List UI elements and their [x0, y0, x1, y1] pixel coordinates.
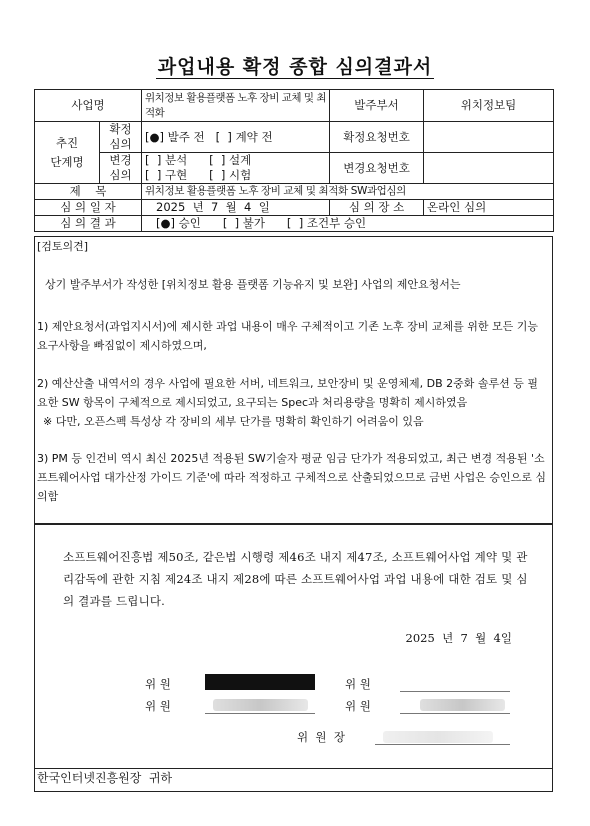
row-subject — [35, 184, 554, 200]
change-label: 변경 심의 — [100, 153, 142, 184]
stage-label-cell — [35, 122, 100, 184]
member-4-label: 위 원 — [345, 699, 371, 713]
declaration-box — [34, 523, 553, 769]
place-label: 심 의 장 소 — [330, 200, 424, 216]
opinion-p2-note: ※ 다만, 오픈스펙 특성상 각 장비의 세부 단가를 명확히 확인하기 어려움이 있음 — [43, 415, 424, 428]
change-options-cell — [142, 153, 330, 184]
result-options: [●] 승인 [ ] 불가 [ ] 조건부 승인 — [142, 216, 554, 232]
chair-signature-line — [375, 744, 510, 745]
declaration-text: 소프트웨어진흥법 제50조, 같은법 시행령 제46조 내지 제47조, 소프트웨어사업 계약 및 관리감독에 관한 지침 제24조 내지 제28에 따른 소프트웨어사업 과업 내용에 대한 검토 및 심의 결과를 드립니다. — [63, 550, 528, 608]
dept-label: 발주부서 — [330, 90, 424, 122]
stage-label-2: 단계명 — [50, 154, 84, 169]
member-1-signature-redacted — [205, 674, 315, 690]
chair-signature-blurred — [383, 731, 493, 743]
row-project — [35, 90, 554, 122]
dept-value: 위치정보팀 — [424, 90, 554, 122]
row-change — [35, 153, 554, 184]
member-4-signature-blurred — [420, 699, 505, 711]
recipient-text: 한국인터넷진흥원장 귀하 — [37, 771, 173, 785]
change-options-2: [ ] 구현 [ ] 시험 — [145, 168, 252, 182]
confirm-req-label: 확정요청번호 — [330, 122, 424, 153]
chair-label: 위 원 장 — [297, 730, 345, 744]
project-name: 위치정보 활용플랫폼 노후 장비 교체 및 최적화 — [142, 90, 330, 122]
opinion-intro: 상기 발주부서가 작성한 [위치정보 활용 플랫폼 기능유지 및 보완] 사업의 제안요청서는 — [45, 278, 461, 291]
change-req-value — [424, 153, 554, 184]
project-label: 사업명 — [35, 90, 142, 122]
member-2-signature-line — [400, 691, 510, 692]
change-req-label: 변경요청번호 — [330, 153, 424, 184]
subject-label: 제 목 — [35, 184, 142, 200]
subject-value: 위치정보 활용플랫폼 노후 장비 교체 및 최적화 SW과업심의 — [142, 184, 554, 200]
stage-label-1: 추진 — [55, 135, 79, 150]
opinion-label: [검토의견] — [37, 240, 89, 253]
confirm-label: 확정 심의 — [100, 122, 142, 153]
opinion-p2: 2) 예산산출 내역서의 경우 사업에 필요한 서버, 네트워크, 보안장비 및 운영체제, DB 2중화 솔루션 등 필요한 SW 항목이 구체적으로 제시되었고, 요구되는 Spec과 처리용량을 명확히 제시하였음 — [37, 377, 539, 409]
confirm-req-value — [424, 122, 554, 153]
document-title — [0, 52, 590, 79]
row-result — [35, 216, 554, 232]
place-value: 온라인 심의 — [424, 200, 554, 216]
member-3-signature-blurred — [213, 699, 308, 711]
member-1-label: 위 원 — [145, 677, 171, 691]
row-date — [35, 200, 554, 216]
member-2-label: 위 원 — [345, 677, 371, 691]
member-3-signature-line — [205, 713, 315, 714]
opinion-p1: 1) 제안요청서(과업지시서)에 제시한 과업 내용이 매우 구체적이고 기존 노후 장비 교체를 위한 모든 기능 요구사항을 빠짐없이 제시하였으며, — [37, 320, 538, 352]
result-label: 심 의 결 과 — [35, 216, 142, 232]
date-label: 심 의 일 자 — [35, 200, 142, 216]
date-value: 2025 년 7 월 4 일 — [142, 200, 330, 216]
member-4-signature-line — [400, 713, 510, 714]
confirm-options: [●] 발주 전 [ ] 계약 전 — [142, 122, 330, 153]
review-opinion-box — [34, 236, 553, 525]
document-title-text: 과업내용 확정 종합 심의결과서 — [157, 56, 433, 78]
opinion-p3: 3) PM 등 인건비 역시 최신 2025년 적용된 SW기술자 평균 임금 단가가 적용되었고, 최근 변경 적용된 '소프트웨어사업 대가산정 가이드 기준'에 따라 적정하고 구체적으로 산출되었으므로 금번 사업은 승인으로 심의함 — [37, 452, 547, 503]
member-3-label: 위 원 — [145, 699, 171, 713]
declaration-date: 2025 년 7 월 4일 — [405, 631, 512, 645]
recipient-row — [34, 767, 553, 792]
header-table — [34, 89, 554, 232]
row-confirm — [35, 122, 554, 153]
change-options-1: [ ] 분석 [ ] 설계 — [145, 153, 252, 167]
